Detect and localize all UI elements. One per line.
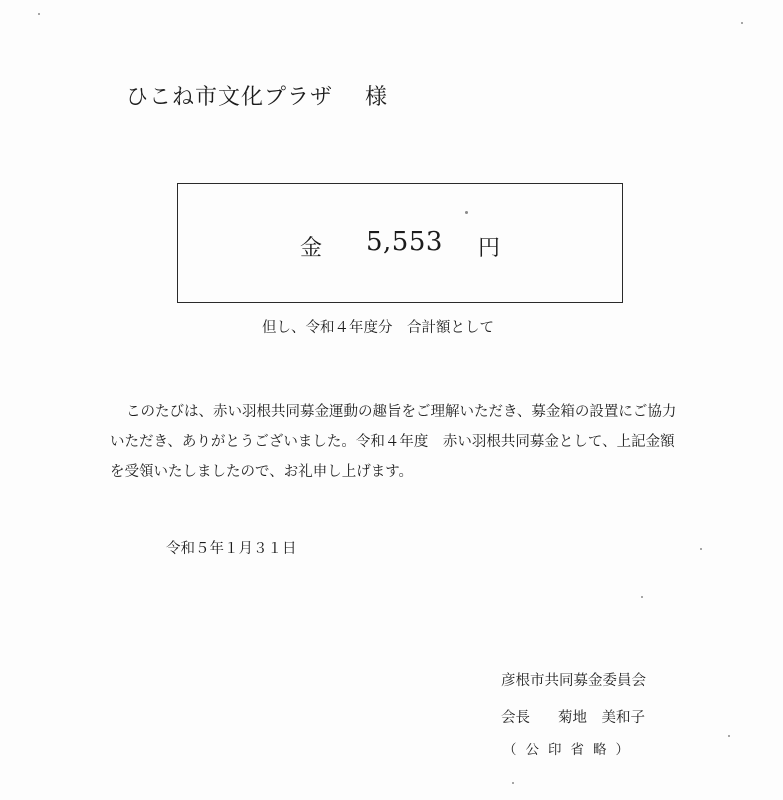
body-line-3: を受領いたしましたので、お礼申し上げます。 [110,464,414,480]
sender-organization: 彦根市共同募金委員会 [501,673,646,689]
amount-value: 5,553 [366,227,443,257]
amount-note: 但し、令和４年度分 合計額として [262,320,494,336]
scan-speck [728,735,730,737]
amount-box [177,183,623,303]
body-paragraph [110,397,710,487]
amount-prefix: 金 [300,236,323,261]
body-line-1: このたびは、赤い羽根共同募金運動の趣旨をご理解いただき、募金箱の設置にご協力 [126,404,677,420]
scan-speck [700,548,702,550]
scan-speck [38,13,40,15]
scan-speck [741,22,743,24]
body-line-2: いただき、ありがとうございました。令和４年度 赤い羽根共同募金として、上記金額 [110,434,675,450]
sender-chair-line [501,706,645,727]
scan-speck [641,596,643,598]
sender-name: 菊地 美和子 [558,710,645,726]
recipient-line [126,80,388,111]
scan-speck [512,782,514,784]
recipient-name: ひこね市文化プラザ [126,85,334,110]
amount-suffix: 円 [478,236,501,261]
recipient-honorific: 様 [365,85,389,110]
sender-title: 会長 [501,710,530,726]
seal-omitted-note: （公印省略） [503,742,638,758]
issue-date: 令和５年１月３１日 [166,541,297,557]
